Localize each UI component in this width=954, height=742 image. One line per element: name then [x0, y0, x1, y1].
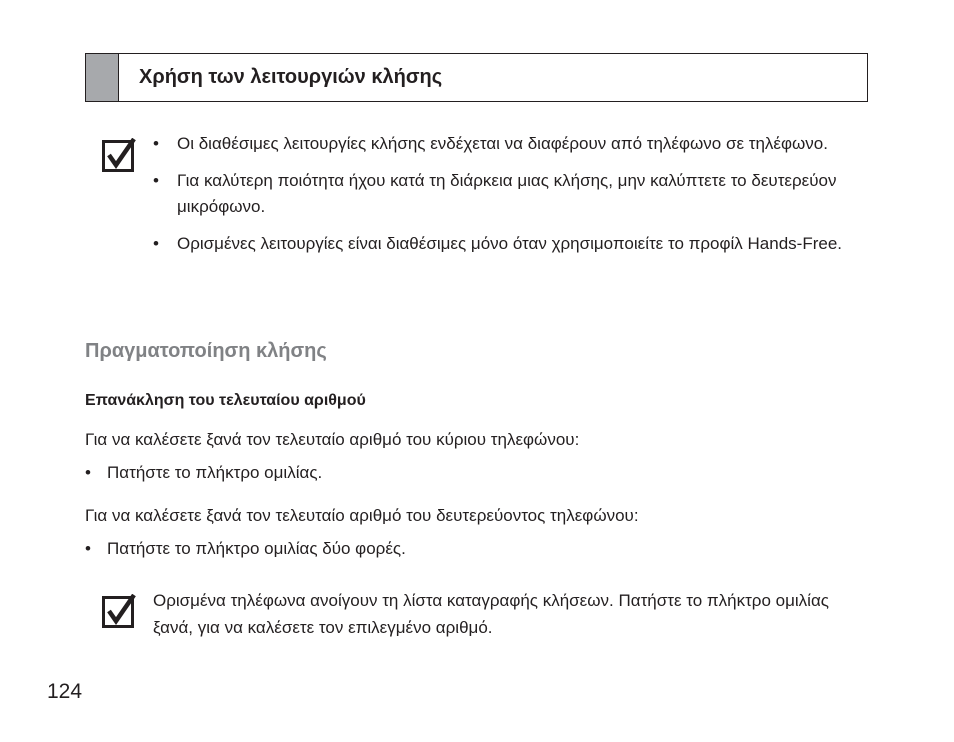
page-number: 124: [47, 680, 83, 703]
note-item: • Οι διαθέσιμες λειτουργίες κλήσης ενδέχεται να διαφέρουν από τηλέφωνο σε τηλέφωνο.: [153, 131, 858, 157]
bullet-dot: •: [85, 539, 91, 558]
redial-heading: Επανάκληση του τελευταίου αριθμού: [85, 392, 366, 409]
note-item: • Για καλύτερη ποιότητα ήχου κατά τη διάρκεια μιας κλήσης, μην καλύπτετε το δευτερεύον μικρόφωνο.: [153, 168, 858, 220]
note-text: Ορισμένα τηλέφωνα ανοίγουν τη λίστα καταγραφής κλήσεων. Πατήστε το πλήκτρο ομιλίας ξανά, για να καλέσετε τον επιλεγμένο αριθμό.: [153, 591, 829, 637]
primary-step: [85, 463, 322, 483]
section-title: Χρήση των λειτουργιών κλήσης: [139, 66, 443, 88]
checkmark-box-icon: [102, 594, 136, 628]
bullet-dot: •: [85, 463, 91, 482]
note-item: • Ορισμένες λειτουργίες είναι διαθέσιμες μόνο όταν χρησιμοποιείτε το προφίλ Hands-Free.: [153, 231, 858, 257]
secondary-step-text: Πατήστε το πλήκτρο ομιλίας δύο φορές.: [107, 539, 406, 558]
subheading: Πραγματοποίηση κλήσης: [85, 340, 327, 362]
secondary-step: [85, 539, 406, 559]
primary-step-text: Πατήστε το πλήκτρο ομιλίας.: [107, 463, 323, 482]
secondary-intro: Για να καλέσετε ξανά τον τελευταίο αριθμό του δευτερεύοντος τηλεφώνου:: [85, 506, 639, 525]
section-header-tab: [86, 54, 119, 101]
note-list: [153, 131, 858, 268]
section-header: [85, 53, 868, 102]
primary-intro: Για να καλέσετε ξανά τον τελευταίο αριθμό του κύριου τηλεφώνου:: [85, 430, 580, 449]
checkmark-box-icon: [102, 138, 136, 172]
